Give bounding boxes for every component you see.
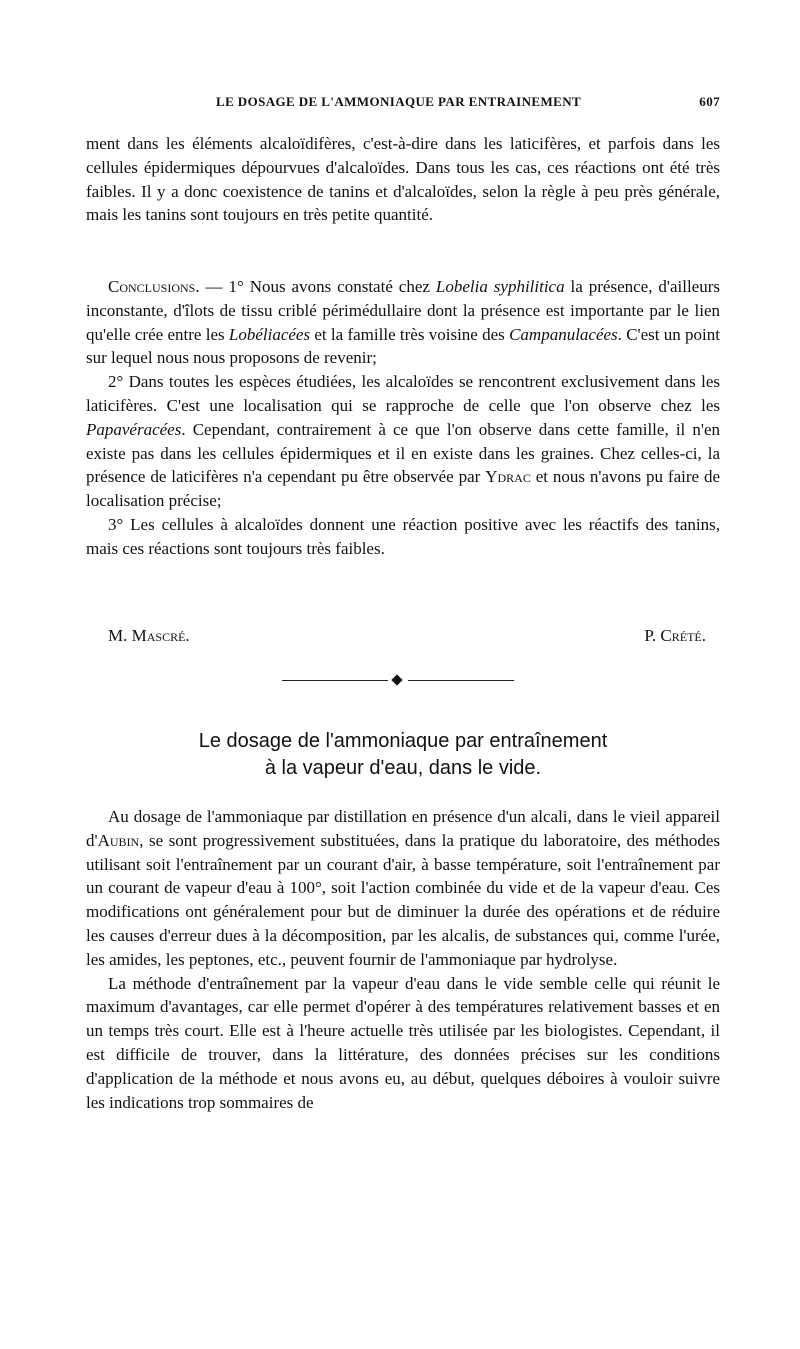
conclusion-1-text-b: la présence, d'ailleurs inconstante, d'îlots de tissu criblé périmédullaire dont la présence est importante par le lien qu'elle crée entre les <box>86 277 721 344</box>
article-title <box>86 728 720 782</box>
conclusion-2 <box>86 370 720 513</box>
article-paragraph-1-text-b: , se sont progressivement substituées, dans la pratique du laboratoire, des méthodes utilisant soit l'entraînement par un courant d'air, à basse température, soit l'entraînement par un courant de vapeur d'eau à 100°, soit l'action combinée du vide et de la vapeur d'eau. Ces modifications ont généralement pour but de diminuer la durée des opérations et de réduire les causes d'erreur dues à la décomposition, par les alcalis, de substances qui, comme l'urée, les amides, les peptones, etc., peuvent fournir de l'ammoniaque par hydrolyse. <box>86 830 720 969</box>
running-head-title: LE DOSAGE DE L'AMMONIAQUE PAR ENTRAINEMENT <box>216 94 582 109</box>
conclusion-2-text-b: . Cependant, contrairement à ce que l'on observe dans cette famille, il n'en existe pas dans les cellules épidermiques et il en existe dans les graines. Chez celles-ci, la présence de laticifères n'a cependant pu être observée par <box>86 419 720 487</box>
conclusion-1-text-c: et la famille très voisine des <box>310 324 510 344</box>
conclusion-1-text-a: — 1° Nous avons constaté chez <box>199 277 436 296</box>
signature-crete: P. Crété. <box>644 626 706 645</box>
section-divider <box>282 675 514 687</box>
page-number: 607 <box>699 94 720 109</box>
article-title-line-1: Le dosage de l'ammoniaque par entraînement <box>198 730 608 752</box>
article-paragraph-1-text-a: Au dosage de l'ammoniaque par distillation en présence d'un alcali, dans le vieil appareil d' <box>86 807 720 850</box>
conclusion-3: 3° Les cellules à alcaloïdes donnent une réaction positive avec les réactifs des tanins, mais ces réactions sont toujours très faibles. <box>86 514 720 558</box>
article-paragraph-2: La méthode d'entraînement par la vapeur d'eau dans le vide semble celle qui réunit le maximum d'avantages, car elle permet d'opérer à des températures relativement basses et en un temps très court. Elle est à l'heure actuelle très utilisée par les biologistes. Cependant, il est difficile de trouver, dans la littérature, des données précises sur les conditions d'application de la méthode et nous avons eu, au début, quelques déboires à vouloir suivre les indications trop sommaires de <box>86 973 720 1112</box>
author-signatures <box>108 626 706 652</box>
divider-line-right <box>408 680 514 681</box>
conclusion-2-family: Papavéracées <box>86 419 182 439</box>
divider-line-left <box>282 680 388 681</box>
running-head <box>86 94 720 116</box>
conclusions-label: Conclusions. <box>108 277 200 296</box>
conclusion-1-species: Lobelia syphilitica <box>435 277 565 296</box>
conclusion-1-text-d: . C'est un point sur lequel nous nous proposons de revenir; <box>86 324 721 368</box>
article-body <box>86 805 720 1114</box>
conclusion-2-text-c: et nous n'avons pu faire de localisation précise; <box>86 467 720 511</box>
conclusions-section <box>86 275 720 561</box>
article-paragraph-1 <box>86 805 720 972</box>
conclusion-2-author: Ydrac <box>485 467 531 487</box>
top-paragraph <box>86 132 720 227</box>
conclusion-2-text-a: 2° Dans toutes les espèces étudiées, les alcaloïdes se rencontrent exclusivement dans les laticifères. C'est une localisation qui se rapproche de celle que l'on observe chez les <box>86 372 720 415</box>
conclusion-1 <box>86 275 720 370</box>
article-author-aubin: Aubin <box>97 830 140 850</box>
diamond-ornament-icon <box>391 674 402 685</box>
article-title-line-2: à la vapeur d'eau, dans le vide. <box>264 757 542 779</box>
conclusion-1-family-1: Lobéliacées <box>228 324 311 344</box>
conclusion-1-family-2: Campanulacées <box>509 324 618 344</box>
continued-paragraph: ment dans les éléments alcaloïdifères, c'est-à-dire dans les laticifères, et parfois dans les cellules épidermiques dépourvues d'alcaloïdes. Dans tous les cas, ces réactions ont été très faibles. Il y a donc coexistence de tanins et d'alcaloïdes, selon la règle à peu près générale, mais les tanins sont toujours en très petite quantité. <box>86 134 720 225</box>
signature-mascre: M. Mascré. <box>108 626 190 645</box>
